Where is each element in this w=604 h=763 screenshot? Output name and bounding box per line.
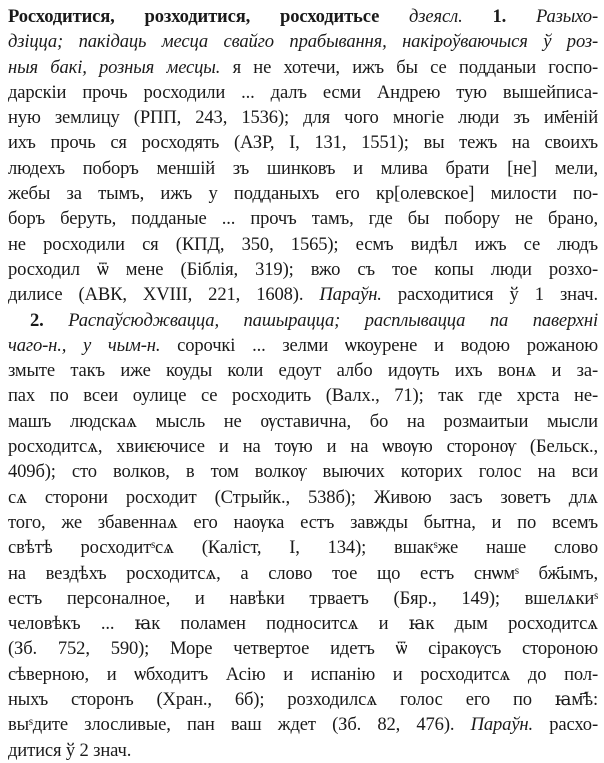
entry-line-8 xyxy=(8,181,598,206)
entry-line-5 xyxy=(8,105,598,130)
sense-1-citation-2: дарскіи прочь росходили ... далъ есми Андрею тую вышейписа- xyxy=(8,81,598,103)
entry-line-29 xyxy=(8,712,598,737)
entry-line-4 xyxy=(8,80,598,105)
sense-1-definition-part-2: дзіцца; пакідаць месца свайго прабывання, накіроўваючыся ў роз- xyxy=(8,31,598,53)
sense-2-citation-10: на вездѣхъ росходитсѧ, а слово тое що естъ снѡмˢ бж҃ымъ, xyxy=(8,562,598,584)
sense-2-citation-1: сорочкі ... зелми ѡкоурене и водою рожаною xyxy=(177,334,599,356)
sense-1-citation-9: росходил ѿ мене (Біблія, 319); вжо съ тое копы люди розхо- xyxy=(8,258,598,280)
entry-line-13 xyxy=(8,308,598,333)
headword: Росходитися, розходитися, росходитьсе xyxy=(8,6,380,27)
entry-line-21 xyxy=(8,510,598,535)
entry-line-25 xyxy=(8,611,598,636)
sense-1-definition-part-1: Разыхо- xyxy=(535,6,598,27)
sense-2-parallel-label: Параўн. xyxy=(470,714,534,736)
sense-1-definition-part-3: ныя бакі, розныя месцы. xyxy=(8,56,221,78)
sense-1-citation-4: ихъ прочь ся росходять (АЗР, І, 131, 1551); вы тежъ на своихъ xyxy=(8,132,598,154)
sense-2-citation-6: 409б); сто волков, в том волкѹ выючих которих голос на вси xyxy=(8,461,598,483)
sense-number-2: 2. xyxy=(30,309,44,331)
sense-2-citation-7: сѧ сторони росходит (Стрыйк., 538б); Живою засъ зоветъ длѧ xyxy=(8,486,598,508)
sense-1-citation-1: я не хотечи, ижъ бы се подданыи госпо- xyxy=(232,56,599,78)
sense-2-citation-15: ныхъ сторонъ (Хран., 6б); розходилсѧ голос его по ꙗм҃ѣ: xyxy=(8,689,598,711)
entry-line-3 xyxy=(8,55,598,80)
sense-2-citation-11: естъ персоналное, и навѣки трваетъ (Бяр., 149); вшелѧкиˢ xyxy=(8,587,598,609)
sense-1-citation-10: дилисе (АВК, XVIII, 221, 1608). xyxy=(8,284,304,306)
sense-1-citation-8: не росходили ся (КПД, 350, 1565); есмъ видѣл ижъ се людъ xyxy=(8,233,598,255)
entry-line-24 xyxy=(8,586,598,611)
sense-2-citation-13: (Зб. 752, 590); Море четвертое идетъ ѿ сіракѹсъ стороною xyxy=(8,638,598,660)
entry-line-12 xyxy=(8,282,598,307)
sense-2-citation-8: того, же збавеннаѧ его наѹка естъ завжды бытна, и по всемъ xyxy=(8,511,598,533)
sense-2-citation-12: человѣкъ ... ꙗк поламен подноситсѧ и ꙗк дым росходитсѧ xyxy=(8,613,598,635)
grammar-label: дзеясл. xyxy=(409,6,463,27)
entry-line-11 xyxy=(8,257,598,282)
sense-2-citation-3: пах по всеи оулице се росходить (Валх., 71); так где хрста не- xyxy=(8,385,598,407)
entry-line-9 xyxy=(8,206,598,231)
sense-2-definition-part-1: Распаўсюджвацца, пашырацца; расплывацца па паверхні xyxy=(68,309,599,331)
entry-line-30 xyxy=(8,738,598,763)
sense-1-citation-5: людехъ поборъ меншій зъ шинковъ и млива брати [не] мели, xyxy=(8,157,598,179)
entry-line-28 xyxy=(8,687,598,712)
entry-line-14 xyxy=(8,333,598,358)
entry-line-10 xyxy=(8,232,598,257)
entry-line-6 xyxy=(8,130,598,155)
sense-2-citation-5: росходитсѧ, хвиѥючисе и на тѹю и на ѡвѹю сторонѹ (Бельск., xyxy=(8,436,598,458)
dictionary-page xyxy=(8,4,599,761)
sense-1-parallel-label: Параўн. xyxy=(319,284,382,306)
entry-line-23 xyxy=(8,561,598,586)
entry-line-15 xyxy=(8,358,598,383)
sense-2-definition-part-2: чаго-н., у чым-н. xyxy=(8,334,161,356)
sense-2-citation-2: змыте такъ иже коуды коли едоут албо идѹть ихъ вонѧ и за- xyxy=(8,360,598,382)
entry-line-16 xyxy=(8,383,598,408)
entry-line-19 xyxy=(8,459,598,484)
sense-1-citation-3: ную землицу (РПП, 243, 1536); для чого многіе люди зъ им҃еній xyxy=(8,107,598,129)
entry-line-17 xyxy=(8,409,598,434)
sense-1-parallel-text: расходитися ў 1 знач. xyxy=(397,284,598,306)
sense-number-1: 1. xyxy=(492,6,507,27)
sense-1-citation-6: жебы за тымъ, ижъ у подданыхъ его кр[олевское] милости по- xyxy=(8,183,598,205)
entry-line-18 xyxy=(8,434,598,459)
entry-line-27 xyxy=(8,662,598,687)
sense-1-citation-7: боръ беруть, подданые ... прочъ тамъ, где бы побору не брано, xyxy=(8,208,598,230)
sense-2-citation-14: сѣверною, и ѡбходитъ Асію и испанію и росходитсѧ до пол- xyxy=(8,663,598,685)
sense-2-citation-16: выˢдите злосливые, пан ваш ждет (Зб. 82, 476). xyxy=(8,714,455,736)
entry-line-26 xyxy=(8,636,598,661)
sense-2-parallel-text-part-2: дитися ў 2 знач. xyxy=(8,739,132,761)
entry-line-20 xyxy=(8,485,598,510)
sense-2-citation-9: свѣтѣ росходитˢсѧ (Каліст, І, 134); вшакˢже наше слово xyxy=(8,537,598,559)
sense-2-parallel-text-part-1: расхо- xyxy=(549,714,598,736)
sense-2-citation-4: машъ людскаѧ мысль не ѹставична, бо на розмаитыи мысли xyxy=(8,410,598,432)
entry-line-1 xyxy=(8,4,598,29)
entry-line-2 xyxy=(8,29,598,54)
entry-line-7 xyxy=(8,156,598,181)
entry-line-22 xyxy=(8,535,598,560)
